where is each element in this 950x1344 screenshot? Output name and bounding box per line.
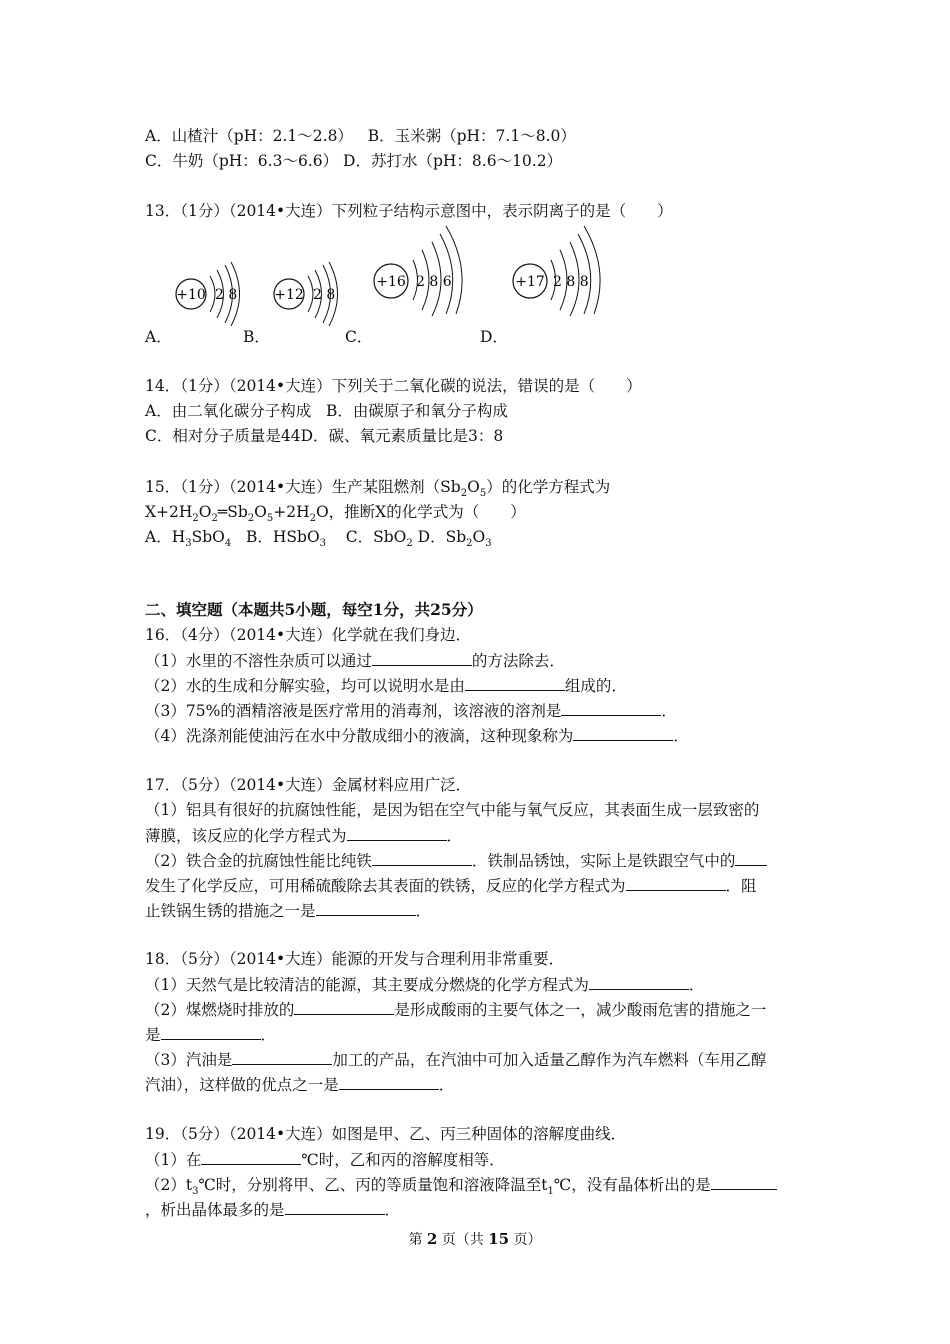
- q13-diagram-c: [366, 224, 476, 316]
- q13-option-b-label: B．: [243, 328, 270, 346]
- q17-line-5: 止铁锅生锈的措施之一是 ．: [145, 902, 432, 920]
- q13-diagram-a: [170, 262, 250, 328]
- q15-option-a: A．$H_3SbO_4$: [145, 528, 232, 550]
- q13-stem: 13．（1分）（2014•大连）下列粒子结构示意图中，表示阴离子的是（ ）: [145, 202, 673, 220]
- q12-option-b: B．玉米粥（pH：7.1～8.0）: [367, 127, 576, 145]
- blank[interactable]: [285, 1199, 385, 1215]
- q16-line-3: （3）75%的酒精溶液是医疗常用的消毒剂，该溶液的溶剂是 ．: [145, 702, 677, 720]
- q15-equation: $X+2H_2O_2═Sb_2O_5+2H_2O$，推断X的化学式为（ ）: [145, 503, 526, 525]
- blank[interactable]: [372, 850, 472, 866]
- page-footer: 第 2 页（共 15 页）: [408, 1230, 542, 1248]
- q19-line-2: $(2)t_3℃$时，分别将甲、乙、丙的等质量饱和溶液降温至$t_1℃$，没有晶体析出的是: [145, 1174, 777, 1195]
- q13-d-nucleus: +17: [515, 274, 545, 290]
- q14-stem: 14．（1分）（2014•大连）下列关于二氧化碳的说法，错误的是（ ）: [145, 377, 642, 395]
- blank[interactable]: [589, 974, 689, 990]
- q17-line-1: （1）铝具有很好的抗腐蚀性能，是因为铝在空气中能与氧气反应，其表面生成一层致密的: [145, 801, 760, 819]
- blank[interactable]: [316, 900, 416, 916]
- q13-b-shells: 2 8: [313, 287, 336, 303]
- blank[interactable]: [294, 999, 394, 1015]
- q15-option-d: D．$Sb_2O_3$: [417, 528, 492, 550]
- q13-option-c-label: C．: [345, 328, 373, 346]
- q18-stem: 18．（5分）（2014•大连）能源的开发与合理利用非常重要．: [145, 950, 565, 968]
- q12-option-a: A．山楂汁（pH：2.1～2.8）: [145, 127, 353, 145]
- blank[interactable]: [735, 850, 767, 866]
- page-number: 2: [426, 1230, 438, 1248]
- q15-option-b: B．HSbO$_3$: [246, 528, 327, 550]
- q12-options-row1: [145, 126, 576, 146]
- blank[interactable]: [347, 825, 447, 841]
- q13-d-shells: 2 8 8: [553, 274, 589, 290]
- q17-line-3: （2）铁合金的抗腐蚀性能比纯铁 ．铁制品锈蚀，实际上是铁跟空气中的: [145, 850, 767, 871]
- q14-options-row2: [145, 426, 503, 446]
- q14-option-d: D．碳、氧元素质量比是3：8: [300, 427, 504, 445]
- q16-line-2: （2）水的生成和分解实验，均可以说明水是由 组成的．: [145, 677, 627, 695]
- blank[interactable]: [465, 675, 565, 691]
- q14-option-b: B．由碳原子和氧分子构成: [325, 402, 508, 420]
- q18-line-2: （2）煤燃烧时排放的 是形成酸雨的主要气体之一，减少酸雨危害的措施之一: [145, 1001, 767, 1019]
- blank[interactable]: [711, 1174, 777, 1190]
- q19-stem: 19．（5分）（2014•大连）如图是甲、乙、丙三种固体的溶解度曲线．: [145, 1125, 627, 1143]
- q17-line-4: 发生了化学反应，可用稀硫酸除去其表面的铁锈，反应的化学方程式为 ．阻: [145, 877, 757, 895]
- blank[interactable]: [339, 1074, 439, 1090]
- q14-options-row1: [145, 401, 508, 421]
- q13-diagram-d: [506, 224, 616, 316]
- blank[interactable]: [201, 1149, 301, 1165]
- q18-line-1: （1）天然气是比较清洁的能源，其主要成分燃烧的化学方程式为 ．: [145, 976, 705, 994]
- q13-b-nucleus: +12: [274, 287, 304, 303]
- q15-option-c: C．SbO$_2$: [345, 528, 413, 550]
- q19-line-1: （1）在 ℃时，乙和丙的溶解度相等．: [145, 1151, 505, 1169]
- blank[interactable]: [232, 1049, 332, 1065]
- q14-option-c: C．相对分子质量是44: [145, 427, 301, 445]
- q19-line-3: ，析出晶体最多的是 ．: [145, 1201, 401, 1219]
- q12-options-row2: [145, 151, 562, 171]
- q12-option-d: D．苏打水（pH：8.6～10.2）: [343, 152, 563, 170]
- q13-option-d-label: D．: [480, 328, 508, 346]
- q18-line-5: 汽油），这样做的优点之一是 ．: [145, 1076, 455, 1094]
- q18-line-4: （3）汽油是 加工的产品，在汽油中可加入适量乙醇作为汽车燃料（车用乙醇: [145, 1051, 767, 1069]
- q13-a-nucleus: +10: [176, 287, 206, 303]
- blank[interactable]: [161, 1024, 261, 1040]
- q17-line-2: 薄膜，该反应的化学方程式为 ．: [145, 827, 463, 845]
- q16-line-4: （4）洗涤剂能使油污在水中分散成细小的液滴，这种现象称为 ．: [145, 727, 689, 745]
- blank[interactable]: [372, 650, 472, 666]
- q15-stem: 15．（1分）（2014•大连）生产某阻燃剂$(Sb_2O_5)$的化学方程式为: [145, 478, 611, 500]
- q13-c-shells: 2 8 6: [416, 274, 452, 290]
- page-total: 15: [488, 1230, 510, 1248]
- section-2-heading: 二、填空题（本题共5小题，每空1分，共25分）: [145, 600, 483, 619]
- blank[interactable]: [561, 700, 661, 716]
- q16-stem: 16．（4分）（2014•大连）化学就在我们身边．: [145, 626, 472, 644]
- q13-diagram-b: [268, 262, 348, 328]
- blank[interactable]: [626, 875, 726, 891]
- q13-a-shells: 2 8: [215, 287, 238, 303]
- q16-line-1: （1）水里的不溶性杂质可以通过 的方法除去．: [145, 652, 565, 670]
- q18-line-3: 是 ．: [145, 1026, 277, 1044]
- q14-option-a: A．由二氧化碳分子构成: [145, 402, 312, 420]
- q17-stem: 17．（5分）（2014•大连）金属材料应用广泛．: [145, 776, 472, 794]
- q13-option-a-label: A．: [145, 328, 172, 346]
- blank[interactable]: [573, 725, 673, 741]
- q15-options: [145, 527, 492, 550]
- q12-option-c: C．牛奶（pH：6.3～6.6）: [145, 152, 339, 170]
- q13-c-nucleus: +16: [376, 274, 406, 290]
